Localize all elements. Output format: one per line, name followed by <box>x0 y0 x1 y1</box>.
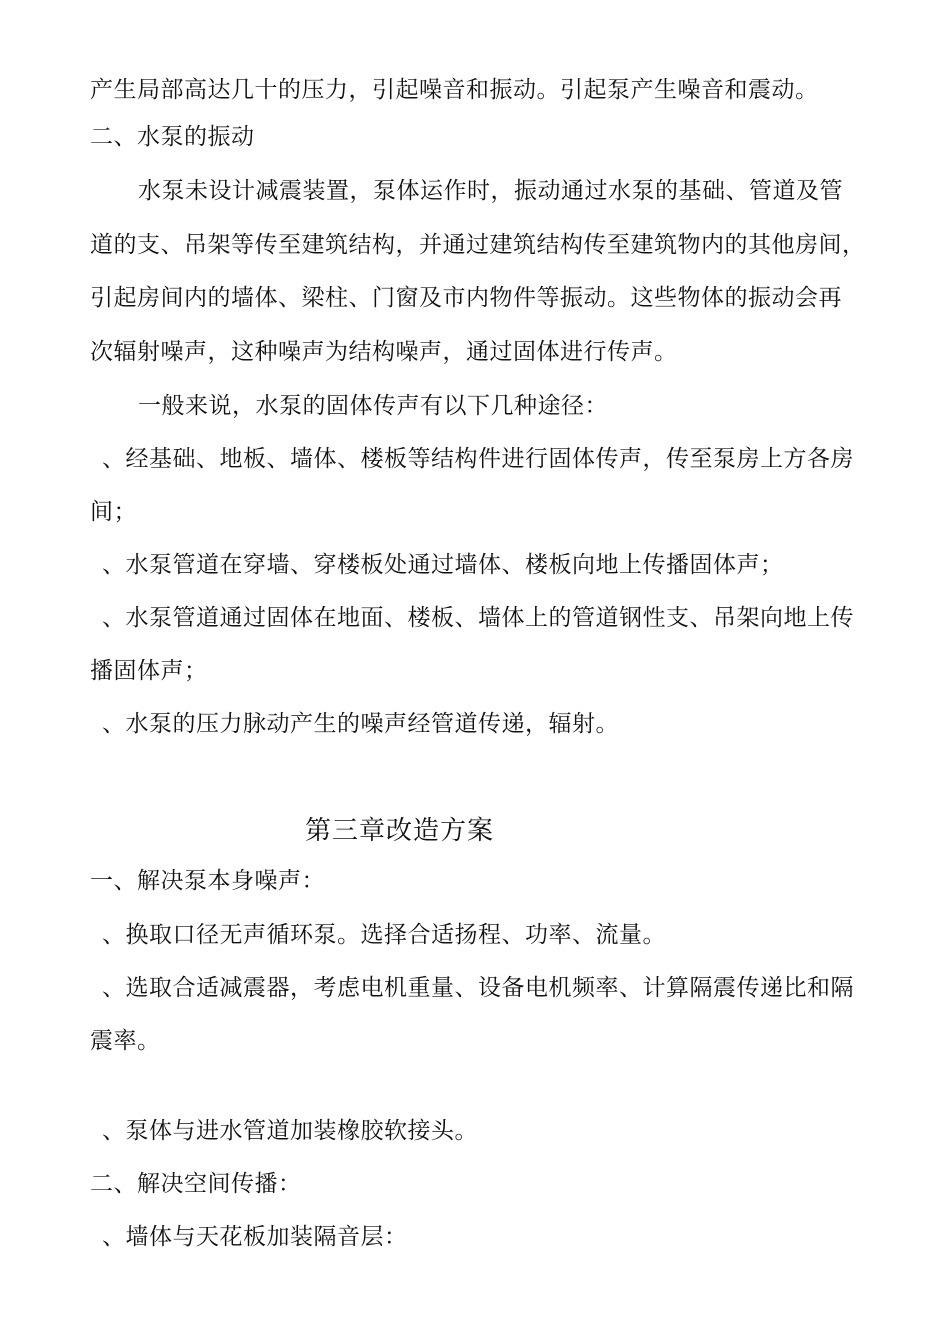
text-line: 次辐射噪声，这种噪声为结构噪声，通过固体进行传声。 <box>90 339 678 365</box>
list-item: 、水泵管道通过固体在地面、楼板、墙体上的管道钢性支、吊架向地上传 <box>102 605 854 631</box>
list-item: 、泵体与进水管道加装橡胶软接头。 <box>102 1118 478 1144</box>
text-line: 水泵未设计减震装置，泵体运作时，振动通过水泵的基础、管道及管 <box>138 178 843 204</box>
list-item: 、经基础、地板、墙体、楼板等结构件进行固体传声，传至泵房上方各房 <box>102 446 854 472</box>
list-item: 、水泵管道在穿墙、穿楼板处通过墙体、楼板向地上传播固体声； <box>102 552 784 578</box>
section-heading: 二、水泵的振动 <box>90 124 255 150</box>
section-heading: 二、解决空间传播： <box>90 1171 302 1197</box>
chapter-title: 第三章改造方案 <box>305 816 495 846</box>
list-item: 、墙体与天花板加装隔音层： <box>102 1224 408 1250</box>
text-line: 一般来说，水泵的固体传声有以下几种途径： <box>138 393 608 419</box>
section-heading: 一、解决泵本身噪声： <box>90 868 325 894</box>
text-line: 震率。 <box>90 1028 161 1054</box>
text-line: 产生局部高达几十的压力，引起噪音和振动。引起泵产生噪音和震动。 <box>90 77 819 103</box>
list-item: 、选取合适减震器，考虑电机重量、设备电机频率、计算隔震传递比和隔 <box>102 975 854 1001</box>
list-item: 、换取口径无声循环泵。选择合适扬程、功率、流量。 <box>102 922 666 948</box>
text-line: 道的支、吊架等传至建筑结构，并通过建筑结构传至建筑物内的其他房间， <box>90 232 866 258</box>
text-line: 引起房间内的墙体、梁柱、门窗及市内物件等振动。这些物体的振动会再 <box>90 285 842 311</box>
text-line: 播固体声； <box>90 658 208 684</box>
text-line: 间； <box>90 499 137 525</box>
list-item: 、水泵的压力脉动产生的噪声经管道传递，辐射。 <box>102 711 619 737</box>
